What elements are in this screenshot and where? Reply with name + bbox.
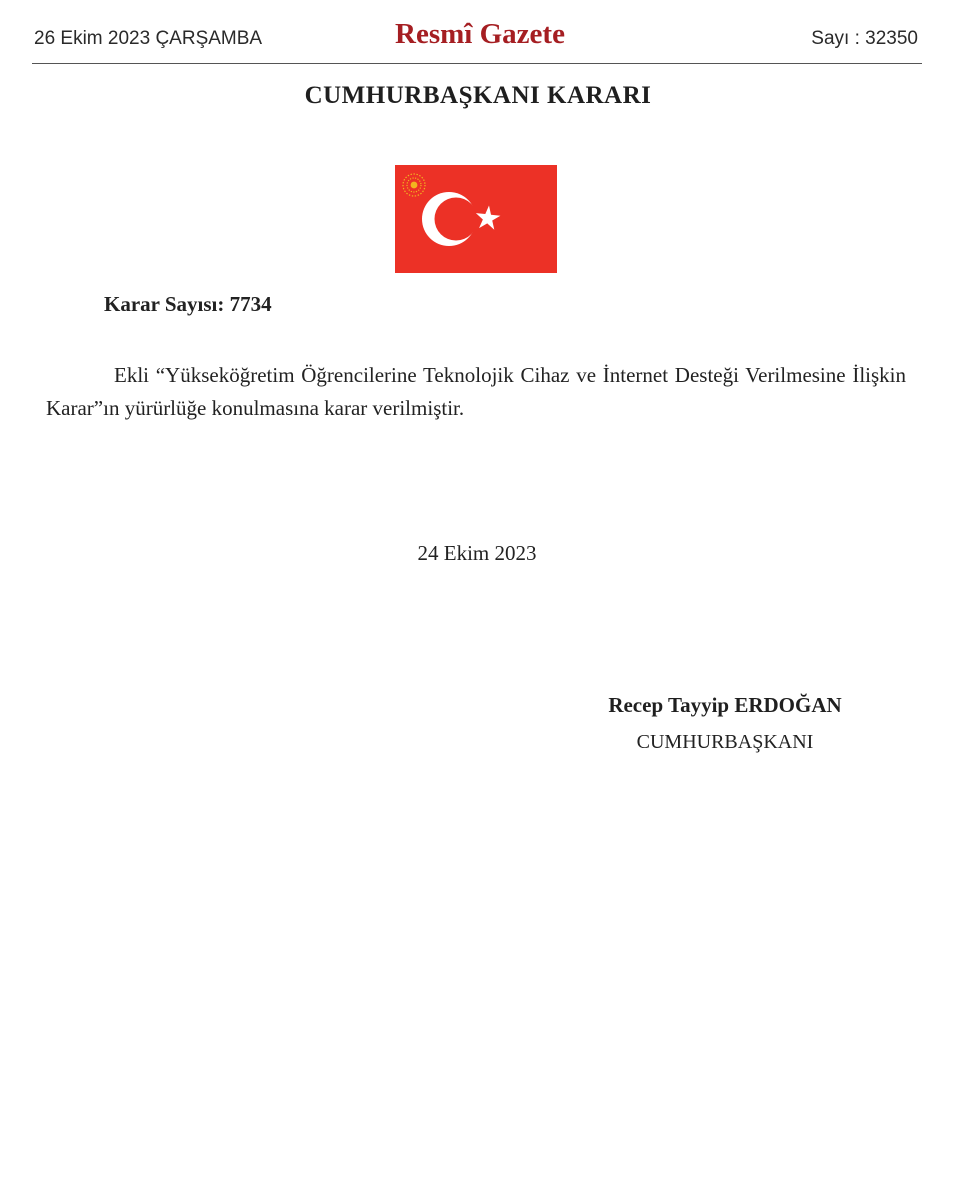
decision-number: Karar Sayısı: 7734 (104, 292, 272, 316)
gazette-title: Resmî Gazete (395, 18, 565, 50)
decision-date: 24 Ekim 2023 (417, 541, 537, 565)
document-heading: CUMHURBAŞKANI KARARI (304, 82, 652, 109)
decision-text: Ekli “Yükseköğretim Öğrencilerine Teknolojik Cihaz ve İnternet Desteği Verilmesine İlişkin Karar”ın yürürlüğe konulmasına karar verilmiştir. (46, 363, 906, 420)
signatory-title: CUMHURBAŞKANI (636, 731, 814, 753)
turkish-flag-icon (395, 165, 557, 273)
signature-block (560, 690, 890, 757)
issue-number: Sayı : 32350 (811, 28, 918, 49)
signatory-name: Recep Tayyip ERDOĞAN (608, 693, 842, 717)
header-date: 26 Ekim 2023 ÇARŞAMBA (34, 28, 263, 49)
header-divider (32, 63, 922, 64)
